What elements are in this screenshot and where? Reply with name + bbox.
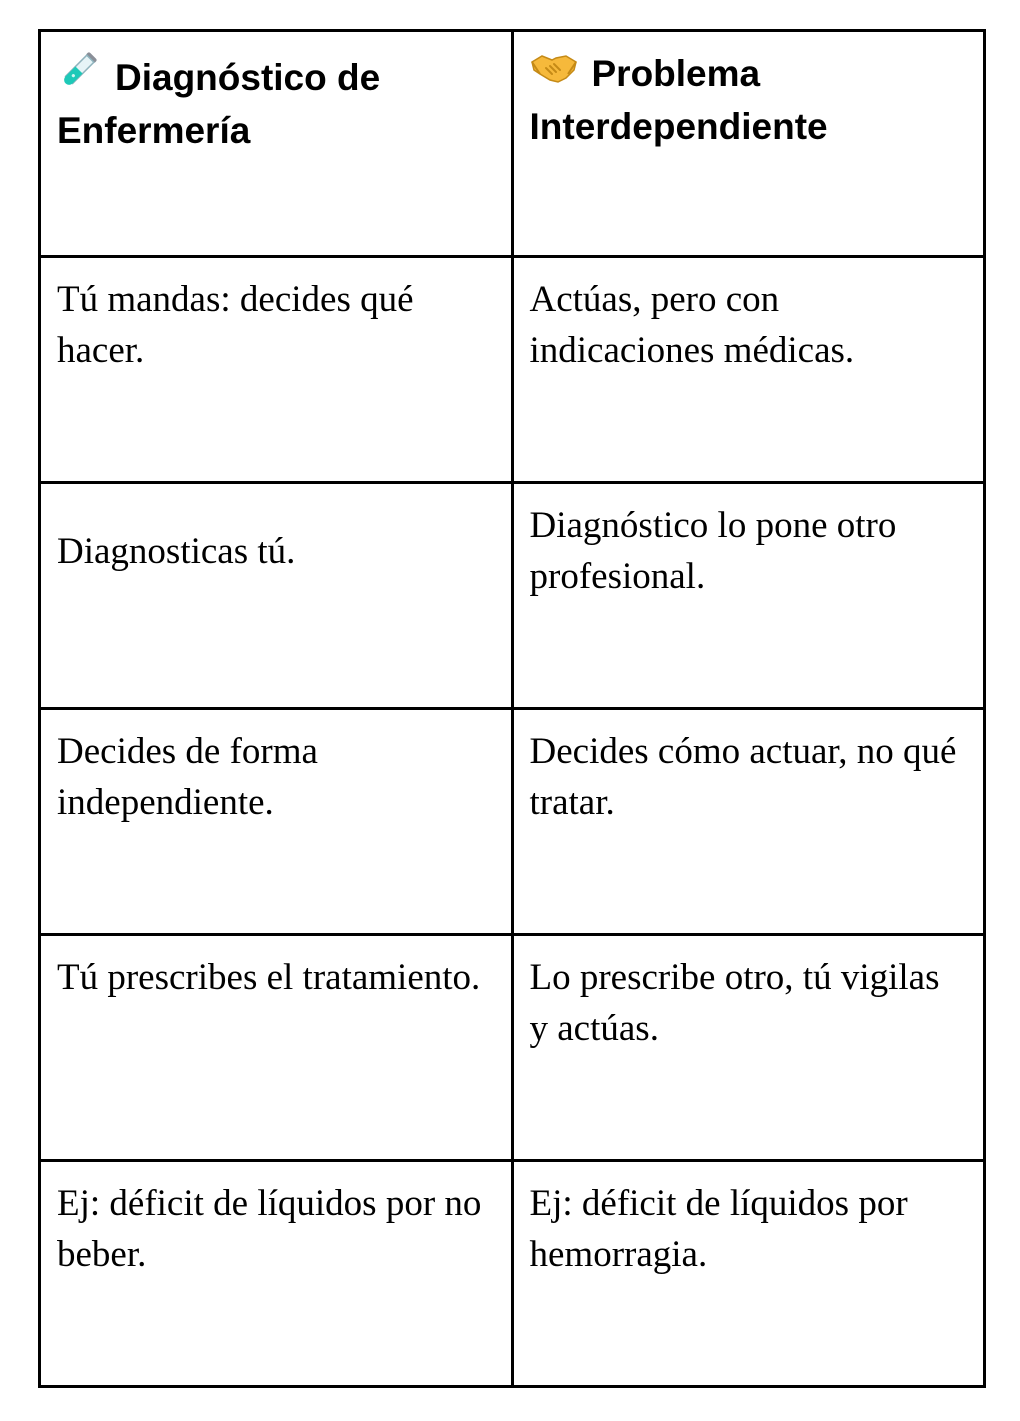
header-row: [40, 31, 985, 257]
table-row: [40, 1161, 985, 1387]
table-row: [40, 935, 985, 1161]
table-cell: Ej: déficit de líquidos por hemorragia.: [512, 1161, 985, 1387]
comparison-table: [38, 29, 986, 1388]
header-cell-nursing-diagnosis: [40, 31, 513, 257]
table-row: [40, 483, 985, 709]
handshake-icon: [530, 48, 578, 101]
header-cell-interdependent-problem: [512, 31, 985, 257]
table-row: [40, 709, 985, 935]
header-label: Problema Interdependiente: [529, 53, 828, 147]
table-cell: Decides de forma independiente.: [40, 709, 513, 935]
comparison-table-container: [38, 29, 986, 1387]
table-row: [40, 257, 985, 483]
table-cell: Ej: déficit de líquidos por no beber.: [40, 1161, 513, 1387]
table-cell: Lo prescribe otro, tú vigilas y actúas.: [512, 935, 985, 1161]
table-cell: Diagnosticas tú.: [40, 483, 513, 709]
table-cell: Diagnóstico lo pone otro profesional.: [512, 483, 985, 709]
table-cell: Tú mandas: decides qué hacer.: [40, 257, 513, 483]
test-tube-icon: [57, 48, 101, 105]
table-cell: Actúas, pero con indicaciones médicas.: [512, 257, 985, 483]
header-label: Diagnóstico de Enfermería: [57, 57, 381, 151]
table-cell: Tú prescribes el tratamiento.: [40, 935, 513, 1161]
table-cell: Decides cómo actuar, no qué tratar.: [512, 709, 985, 935]
